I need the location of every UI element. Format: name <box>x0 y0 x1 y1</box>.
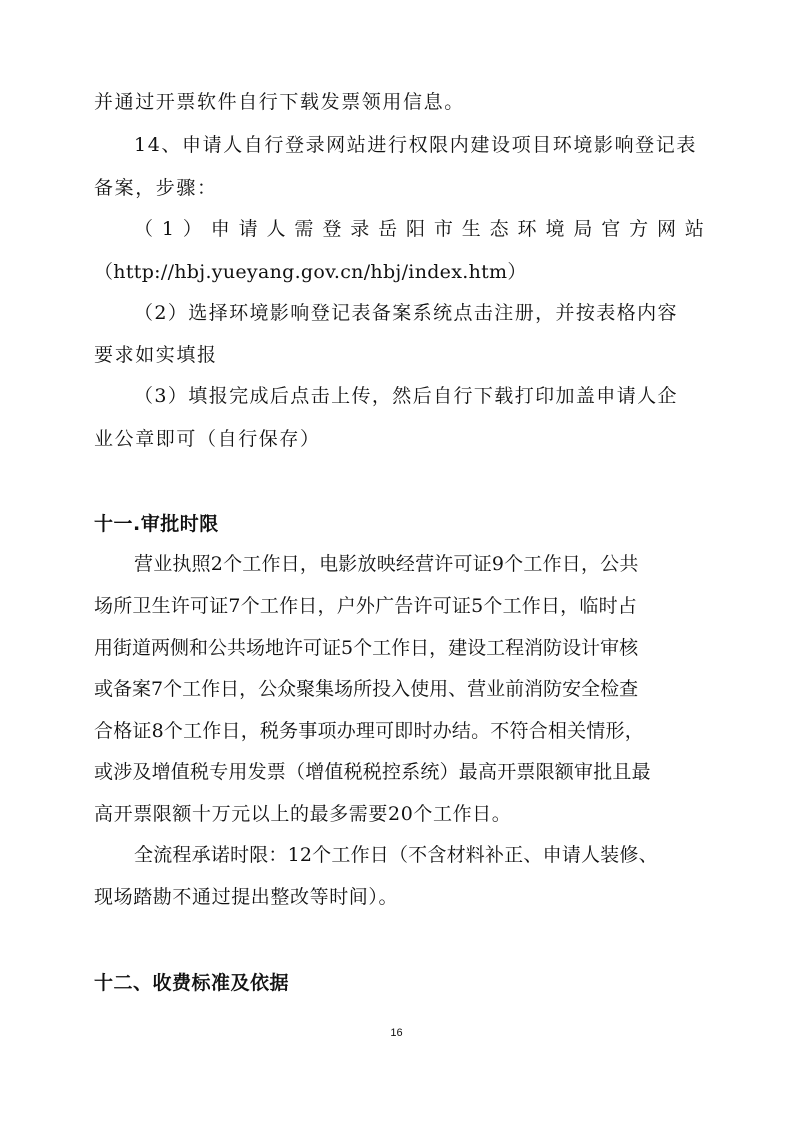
body-line: 全流程承诺时限：12个工作日（不含材料补正、申请人装修、 <box>134 844 658 866</box>
section-heading-12: 十二、收费标准及依据 <box>94 972 290 994</box>
body-line: 场所卫生许可证7个工作日，户外广告许可证5个工作日，临时占 <box>94 595 637 617</box>
body-line: 要求如实填报 <box>94 344 218 366</box>
page-number: 16 <box>390 1027 403 1039</box>
body-line-spaced: （ 1 ） 申 请 人 需 登 录 岳 阳 市 生 态 环 境 局 官 方 网 站 <box>134 218 704 240</box>
body-line: 现场踏勘不通过提出整改等时间）。 <box>94 886 399 908</box>
body-line: 或涉及增值税专用发票（增值税税控系统）最高开票限额审批且最 <box>94 761 651 783</box>
body-line: 高开票限额十万元以上的最多需要20个工作日。 <box>94 803 512 825</box>
body-line: 备案，步骤： <box>94 177 218 199</box>
body-line: 业公章即可（自行保存） <box>94 428 321 450</box>
body-line: 14、申请人自行登录网站进行权限内建设项目环境影响登记表 <box>134 134 697 156</box>
body-line: 或备案7个工作日，公众聚集场所投入使用、营业前消防安全检查 <box>94 678 639 700</box>
body-line: 并通过开票软件自行下载发票领用信息。 <box>94 91 465 113</box>
body-line: 营业执照2个工作日，电影放映经营许可证9个工作日，公共 <box>134 553 639 575</box>
body-line: 合格证8个工作日，税务事项办理可即时办结。不符合相关情形， <box>94 720 644 742</box>
body-line: （2）选择环境影响登记表备案系统点击注册，并按表格内容 <box>134 302 678 324</box>
section-heading-11: 十一.审批时限 <box>94 513 219 535</box>
url-line: （http://hbj.yueyang.gov.cn/hbj/index.htm） <box>94 261 527 283</box>
body-line: 用街道两侧和公共场地许可证5个工作日，建设工程消防设计审核 <box>94 637 639 659</box>
body-line: （3）填报完成后点击上传，然后自行下载打印加盖申请人企 <box>134 385 678 407</box>
